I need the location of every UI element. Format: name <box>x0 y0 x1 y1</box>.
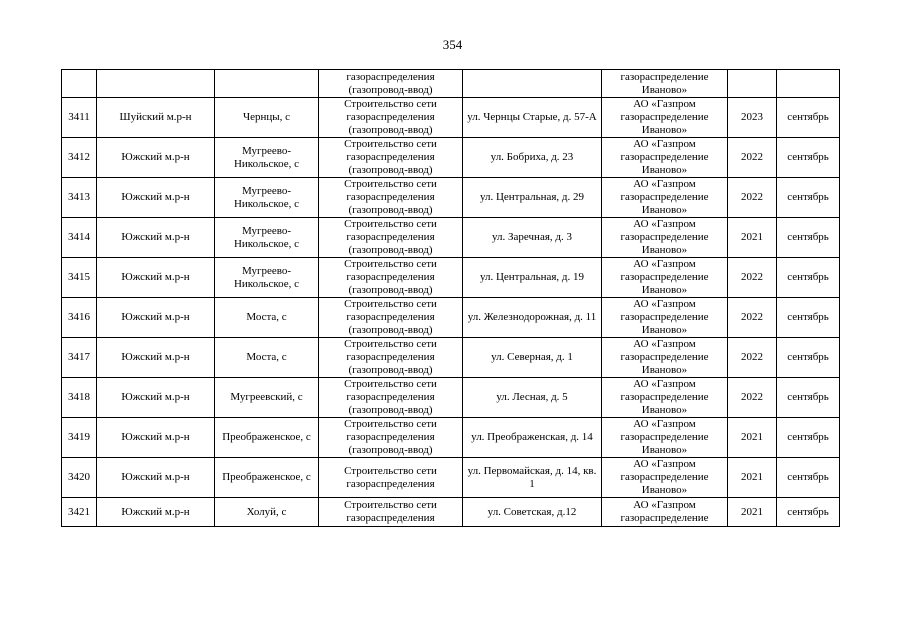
table-row <box>62 70 840 98</box>
district-cell: Южский м.р-н <box>97 218 215 258</box>
row-number-cell: 3411 <box>62 98 97 138</box>
work-type-line: (газопровод-ввод) <box>348 324 433 336</box>
year-cell: 2022 <box>728 178 777 218</box>
work-type-cell <box>319 70 463 98</box>
organization-line: АО «Газпром <box>633 218 696 230</box>
organization-line: газораспределение <box>620 231 709 243</box>
work-type-cell <box>319 178 463 218</box>
row-number-cell: 3419 <box>62 418 97 458</box>
organization-cell <box>602 70 728 98</box>
organization-line: Иваново» <box>641 124 688 136</box>
organization-line: Иваново» <box>641 83 688 96</box>
locality-cell: Чернцы, с <box>215 98 319 138</box>
address-cell: ул. Заречная, д. 3 <box>463 218 602 258</box>
work-type-line: (газопровод-ввод) <box>348 164 433 176</box>
work-type-line: газораспределения <box>346 111 435 123</box>
organization-line: Иваново» <box>641 404 688 416</box>
month-cell: сентябрь <box>777 138 840 178</box>
work-type-line: Строительство сети <box>344 418 437 430</box>
month-cell <box>777 70 840 98</box>
organization-cell <box>602 498 728 527</box>
address-cell: ул. Бобриха, д. 23 <box>463 138 602 178</box>
organization-line: Иваново» <box>641 324 688 336</box>
locality-cell: Мугреево-Никольское, с <box>215 178 319 218</box>
work-type-line: газораспределения <box>346 311 435 323</box>
organization-cell <box>602 218 728 258</box>
work-type-line: газораспределения <box>346 512 435 524</box>
month-cell: сентябрь <box>777 258 840 298</box>
organization-line: АО «Газпром <box>633 458 696 470</box>
organization-line: газораспределение <box>620 311 709 323</box>
row-number-cell: 3421 <box>62 498 97 527</box>
organization-cell <box>602 338 728 378</box>
work-type-line: Строительство сети <box>344 499 437 511</box>
organization-line: газораспределение <box>620 471 709 483</box>
address-cell: ул. Центральная, д. 29 <box>463 178 602 218</box>
locality-cell: Преображенское, с <box>215 458 319 498</box>
work-type-line: (газопровод-ввод) <box>348 364 433 376</box>
work-type-cell <box>319 98 463 138</box>
year-cell: 2021 <box>728 458 777 498</box>
month-cell: сентябрь <box>777 498 840 527</box>
row-number-cell: 3418 <box>62 378 97 418</box>
district-cell: Южский м.р-н <box>97 178 215 218</box>
work-type-line: Строительство сети <box>344 298 437 310</box>
work-type-line: газораспределения <box>346 431 435 443</box>
locality-cell: Моста, с <box>215 338 319 378</box>
address-cell: ул. Железнодорожная, д. 11 <box>463 298 602 338</box>
organization-line: Иваново» <box>641 484 688 496</box>
year-cell <box>728 70 777 98</box>
district-cell: Шуйский м.р-н <box>97 98 215 138</box>
work-type-line: (газопровод-ввод) <box>348 83 433 96</box>
year-cell: 2023 <box>728 98 777 138</box>
row-number-cell: 3415 <box>62 258 97 298</box>
row-number-cell: 3414 <box>62 218 97 258</box>
organization-line: Иваново» <box>641 284 688 296</box>
table-row <box>62 98 840 138</box>
locality-cell: Моста, с <box>215 298 319 338</box>
year-cell: 2022 <box>728 378 777 418</box>
district-cell: Южский м.р-н <box>97 378 215 418</box>
district-cell: Южский м.р-н <box>97 458 215 498</box>
district-cell: Южский м.р-н <box>97 498 215 527</box>
locality-cell: Мугреевский, с <box>215 378 319 418</box>
organization-line: газораспределение <box>620 191 709 203</box>
district-cell: Южский м.р-н <box>97 138 215 178</box>
address-cell <box>463 70 602 98</box>
work-type-line: (газопровод-ввод) <box>348 284 433 296</box>
locality-cell <box>215 70 319 98</box>
address-cell: ул. Чернцы Старые, д. 57-А <box>463 98 602 138</box>
month-cell: сентябрь <box>777 458 840 498</box>
year-cell: 2022 <box>728 138 777 178</box>
organization-line: газораспределение <box>620 151 709 163</box>
work-type-line: Строительство сети <box>344 464 437 477</box>
work-type-line: (газопровод-ввод) <box>348 244 433 256</box>
organization-cell <box>602 258 728 298</box>
district-cell <box>97 70 215 98</box>
work-type-cell <box>319 378 463 418</box>
work-type-line: газораспределения <box>346 351 435 363</box>
address-cell: ул. Советская, д.12 <box>463 498 602 527</box>
year-cell: 2022 <box>728 298 777 338</box>
work-type-line: Строительство сети <box>344 218 437 230</box>
work-type-line: газораспределения <box>346 391 435 403</box>
month-cell: сентябрь <box>777 98 840 138</box>
address-cell: ул. Первомайская, д. 14, кв. 1 <box>463 458 602 498</box>
organization-line: газораспределение <box>620 512 709 524</box>
district-cell: Южский м.р-н <box>97 258 215 298</box>
year-cell: 2021 <box>728 418 777 458</box>
work-type-line: Строительство сети <box>344 338 437 350</box>
work-type-line: Строительство сети <box>344 378 437 390</box>
work-type-line: (газопровод-ввод) <box>348 444 433 456</box>
table-row <box>62 378 840 418</box>
locality-cell: Преображенское, с <box>215 418 319 458</box>
month-cell: сентябрь <box>777 338 840 378</box>
organization-cell <box>602 138 728 178</box>
work-type-cell <box>319 138 463 178</box>
work-type-line: газораспределения <box>346 271 435 283</box>
organization-cell <box>602 98 728 138</box>
work-type-line: газораспределения <box>346 70 435 83</box>
organization-line: АО «Газпром <box>633 338 696 350</box>
work-type-line: газораспределения <box>346 151 435 163</box>
row-number-cell: 3417 <box>62 338 97 378</box>
organization-line: Иваново» <box>641 244 688 256</box>
month-cell: сентябрь <box>777 378 840 418</box>
work-type-line: (газопровод-ввод) <box>348 124 433 136</box>
locality-cell: Мугреево-Никольское, с <box>215 218 319 258</box>
data-table <box>61 69 840 527</box>
work-type-line: газораспределения <box>346 191 435 203</box>
locality-cell: Мугреево-Никольское, с <box>215 258 319 298</box>
address-cell: ул. Северная, д. 1 <box>463 338 602 378</box>
row-number-cell <box>62 70 97 98</box>
organization-line: АО «Газпром <box>633 258 696 270</box>
year-cell: 2022 <box>728 258 777 298</box>
year-cell: 2022 <box>728 338 777 378</box>
work-type-line: Строительство сети <box>344 138 437 150</box>
work-type-cell <box>319 498 463 527</box>
organization-line: газораспределение <box>620 111 709 123</box>
address-cell: ул. Лесная, д. 5 <box>463 378 602 418</box>
work-type-line: Строительство сети <box>344 98 437 110</box>
work-type-cell <box>319 298 463 338</box>
row-number-cell: 3412 <box>62 138 97 178</box>
row-number-cell: 3416 <box>62 298 97 338</box>
table-row <box>62 458 840 498</box>
table-row <box>62 138 840 178</box>
locality-cell: Мугреево-Никольское, с <box>215 138 319 178</box>
table-row <box>62 338 840 378</box>
organization-line: газораспределение <box>620 351 709 363</box>
row-number-cell: 3420 <box>62 458 97 498</box>
district-cell: Южский м.р-н <box>97 298 215 338</box>
page-number: 354 <box>442 37 463 52</box>
work-type-line: Строительство сети <box>344 258 437 270</box>
organization-line: АО «Газпром <box>633 178 696 190</box>
organization-line: АО «Газпром <box>633 418 696 430</box>
district-cell: Южский м.р-н <box>97 338 215 378</box>
work-type-line: газораспределения <box>346 477 435 490</box>
work-type-line: (газопровод-ввод) <box>348 204 433 216</box>
organization-cell <box>602 418 728 458</box>
work-type-line: Строительство сети <box>344 178 437 190</box>
table-body <box>62 70 840 527</box>
table-row <box>62 418 840 458</box>
work-type-cell <box>319 458 463 498</box>
organization-line: Иваново» <box>641 164 688 176</box>
table-row <box>62 258 840 298</box>
year-cell: 2021 <box>728 498 777 527</box>
organization-cell <box>602 378 728 418</box>
locality-cell: Холуй, с <box>215 498 319 527</box>
organization-line: Иваново» <box>641 444 688 456</box>
table-row <box>62 218 840 258</box>
address-cell: ул. Преображенская, д. 14 <box>463 418 602 458</box>
organization-line: Иваново» <box>641 364 688 376</box>
work-type-cell <box>319 418 463 458</box>
address-cell: ул. Центральная, д. 19 <box>463 258 602 298</box>
month-cell: сентябрь <box>777 178 840 218</box>
work-type-line: газораспределения <box>346 231 435 243</box>
organization-line: АО «Газпром <box>633 298 696 310</box>
organization-line: Иваново» <box>641 204 688 216</box>
table-row <box>62 178 840 218</box>
organization-cell <box>602 298 728 338</box>
table-row <box>62 298 840 338</box>
organization-cell <box>602 458 728 498</box>
table-row <box>62 498 840 527</box>
month-cell: сентябрь <box>777 418 840 458</box>
work-type-cell <box>319 258 463 298</box>
organization-cell <box>602 178 728 218</box>
organization-line: газораспределение <box>620 271 709 283</box>
row-number-cell: 3413 <box>62 178 97 218</box>
organization-line: АО «Газпром <box>633 499 696 511</box>
year-cell: 2021 <box>728 218 777 258</box>
organization-line: газораспределение <box>620 70 709 83</box>
organization-line: газораспределение <box>620 431 709 443</box>
work-type-cell <box>319 218 463 258</box>
month-cell: сентябрь <box>777 218 840 258</box>
district-cell: Южский м.р-н <box>97 418 215 458</box>
organization-line: газораспределение <box>620 391 709 403</box>
organization-line: АО «Газпром <box>633 138 696 150</box>
month-cell: сентябрь <box>777 298 840 338</box>
work-type-cell <box>319 338 463 378</box>
organization-line: АО «Газпром <box>633 378 696 390</box>
organization-line: АО «Газпром <box>633 98 696 110</box>
work-type-line: (газопровод-ввод) <box>348 404 433 416</box>
